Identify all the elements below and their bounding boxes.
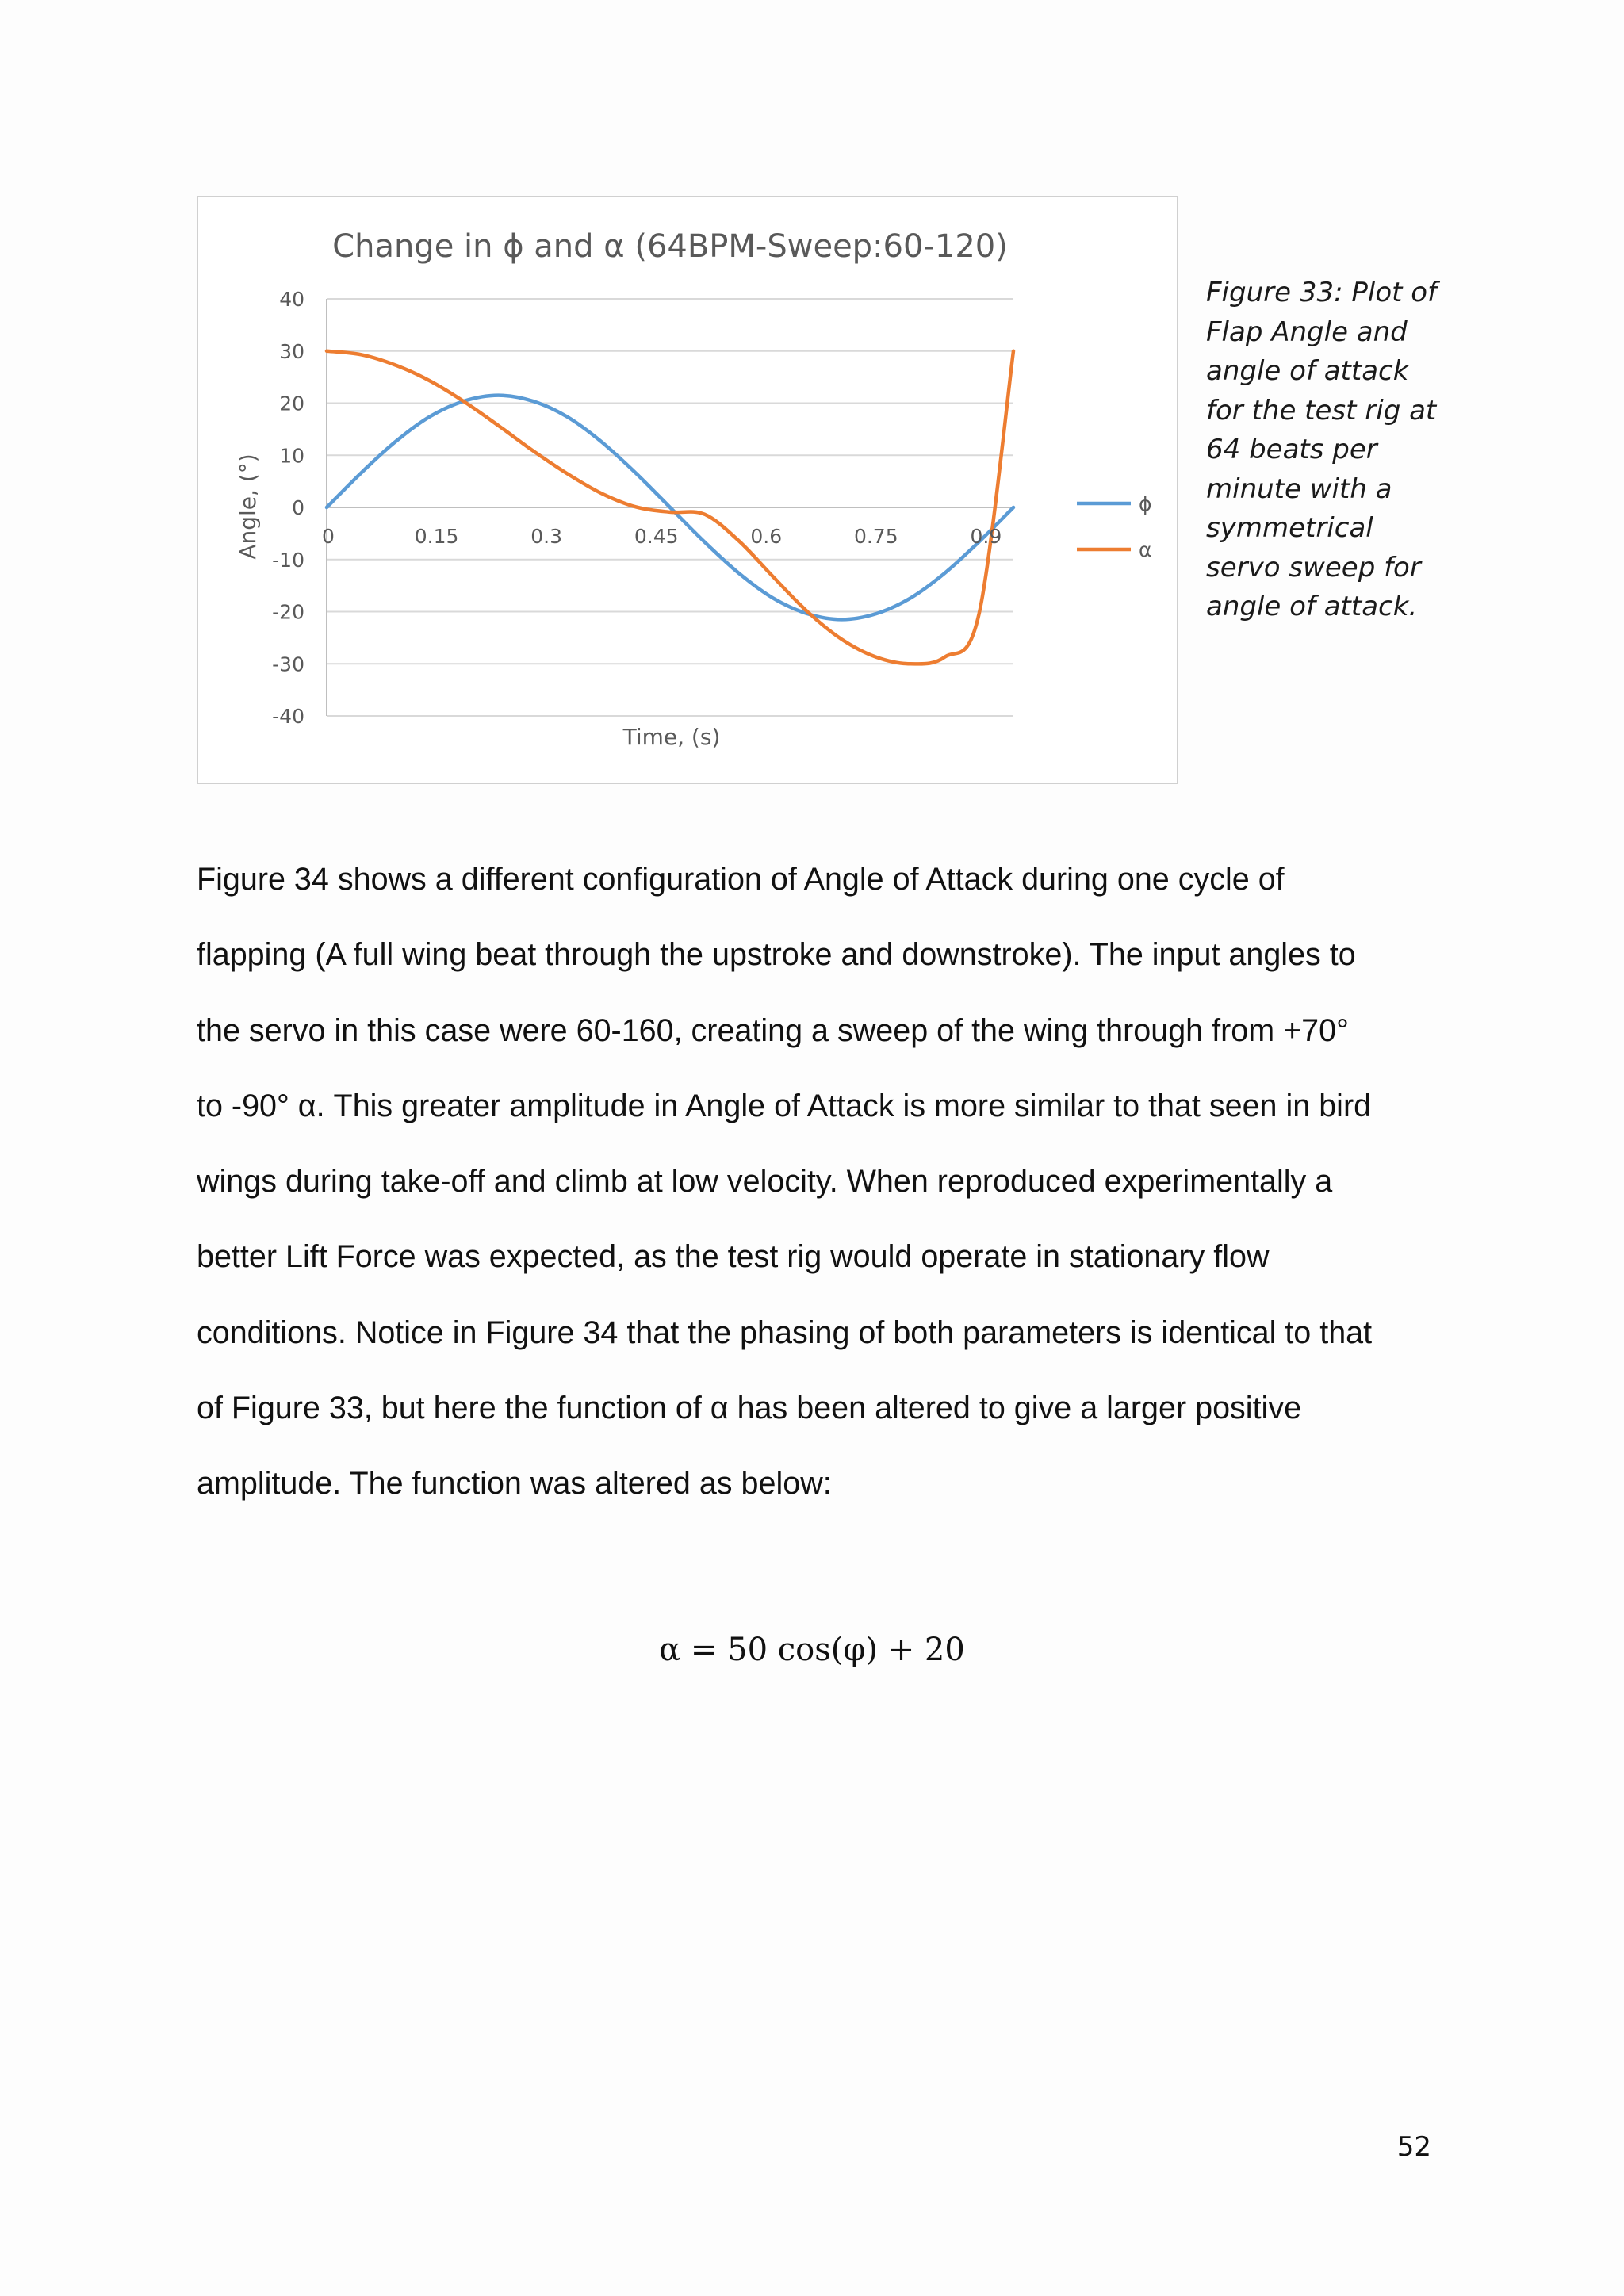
legend-label: ϕ (1139, 492, 1152, 515)
paragraph-line: better Lift Force was expected, as the test rig would operate in stationary flow (197, 1239, 1270, 1275)
caption-line: minute with a (1206, 473, 1392, 505)
caption-line: Figure 33: Plot of (1206, 277, 1438, 308)
caption-line: symmetrical (1206, 512, 1373, 544)
y-tick-label: -20 (272, 600, 304, 624)
x-tick-label: 0.9 (970, 525, 1002, 548)
paragraph-line: wings during take-off and climb at low velocity. When reproduced experimentally a (197, 1164, 1333, 1200)
y-tick-label: -40 (272, 705, 304, 728)
y-tick-label: 30 (279, 339, 304, 363)
y-tick-label: 0 (292, 496, 304, 519)
caption-line: servo sweep for (1206, 551, 1421, 584)
paragraph-line: conditions. Notice in Figure 34 that the phasing of both parameters is identical to that (197, 1314, 1373, 1350)
x-tick-label: 0.45 (634, 525, 679, 548)
legend-label: α (1139, 538, 1152, 561)
equation: α = 50 cos(φ) + 20 (659, 1632, 965, 1668)
x-tick-label: 0.15 (414, 525, 459, 548)
x-axis-title: Time, (s) (622, 724, 721, 750)
paragraph-line: the servo in this case were 60-160, creating a sweep of the wing through from +70° (197, 1012, 1349, 1048)
y-tick-label: 10 (279, 444, 304, 468)
chart-title: Change in ϕ and α (64BPM-Sweep:60-120) (332, 228, 1008, 265)
caption-line: 64 beats per (1206, 434, 1377, 465)
x-tick-label: 0.75 (853, 525, 898, 548)
caption-line: angle of attack. (1206, 591, 1418, 622)
paragraph-line: Figure 34 shows a different configuration of Angle of Attack during one cycle of (197, 862, 1285, 897)
y-tick-label: 40 (279, 288, 304, 311)
x-tick-label: 0 (322, 525, 335, 548)
caption-line: angle of attack (1206, 355, 1409, 387)
paragraph-line: flapping (A full wing beat through the upstroke and downstroke). The input angles to (197, 937, 1356, 973)
y-tick-label: 20 (279, 392, 304, 415)
page-number: 52 (1396, 2131, 1431, 2163)
caption-line: for the test rig at (1206, 394, 1437, 427)
paragraph-line: to -90° α. This greater amplitude in Angle of Attack is more similar to that seen in bird (197, 1088, 1372, 1123)
body-paragraph (197, 842, 1434, 1522)
chart-svg (198, 197, 1177, 783)
legend (1077, 492, 1152, 561)
x-tick-label: 0.3 (530, 525, 563, 548)
y-tick-label: -30 (272, 652, 304, 676)
paragraph-line: of Figure 33, but here the function of α has been altered to give a larger positive (197, 1391, 1302, 1426)
y-tick-label: -10 (272, 548, 304, 572)
x-tick-label: 0.6 (750, 525, 783, 548)
chart-frame (197, 196, 1178, 784)
caption-line: Flap Angle and (1206, 316, 1408, 348)
y-axis-title: Angle, (°) (235, 453, 261, 560)
paragraph-line: amplitude. The function was altered as below: (197, 1466, 832, 1502)
figure-caption (1206, 274, 1452, 627)
